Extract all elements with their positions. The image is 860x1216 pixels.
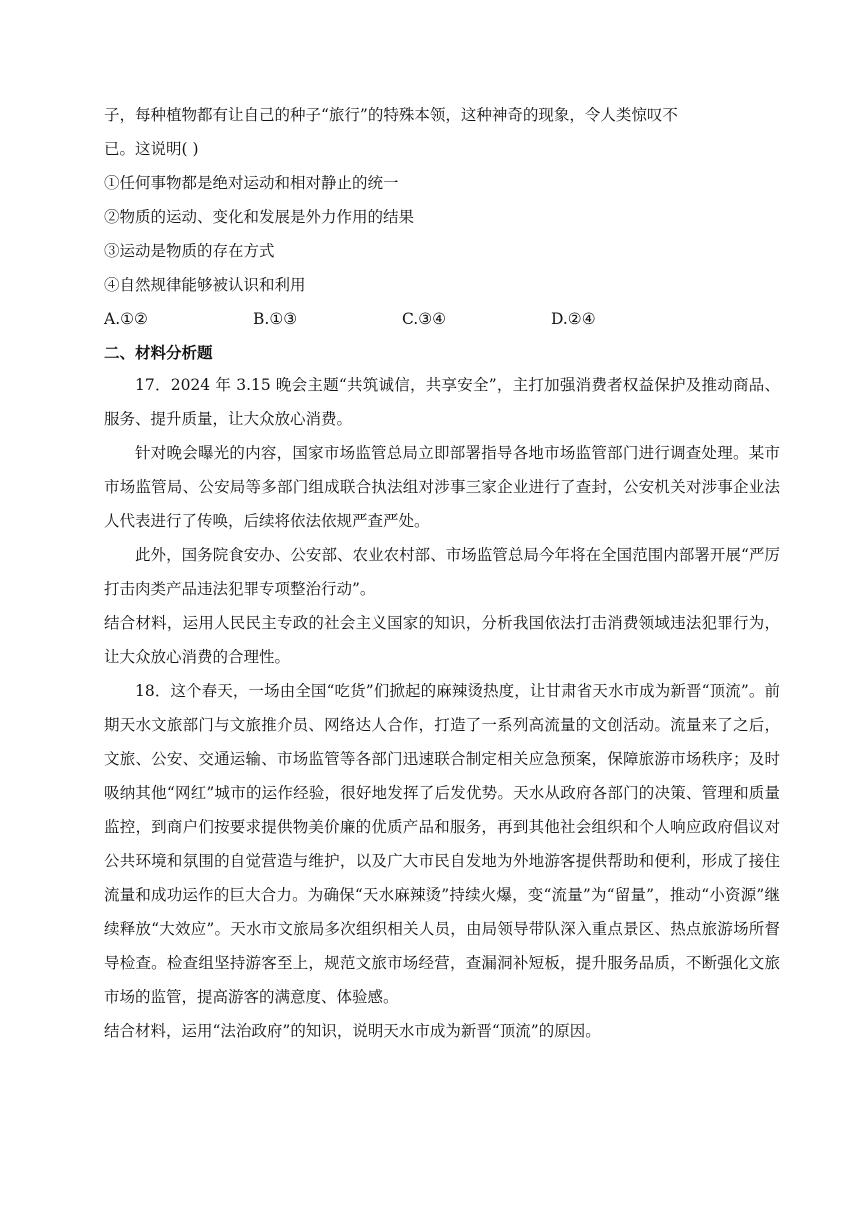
q16-item-4: ④自然规律能够被认识和利用 bbox=[104, 276, 306, 294]
q16-stem-line1: 子，每种植物都有让自己的种子“旅行”的特殊本领，这种神奇的现象，令人类惊叹不 bbox=[104, 106, 678, 124]
q16-option-d: D.②④ bbox=[551, 310, 596, 328]
q16-option-c: C.③④ bbox=[402, 310, 447, 328]
q16-options bbox=[104, 302, 780, 336]
q16-stem-line2: 已。这说明( ) bbox=[104, 140, 199, 158]
exam-page bbox=[104, 98, 780, 1048]
q17-paragraph-2: 针对晚会曝光的内容，国家市场监管总局立即部署指导各地市场监管部门进行调查处理。某市市场监管局、公安局等多部门组成联合执法组对涉事三家企业进行了查封，公安机关对涉事企业法人代表进行了传唤，后续将依法依规严查严处。 bbox=[104, 444, 780, 530]
q17-question: 结合材料，运用人民民主专政的社会主义国家的知识，分析我国依法打击消费领域违法犯罪行为，让大众放心消费的合理性。 bbox=[104, 614, 780, 666]
section-title-material-analysis: 二、材料分析题 bbox=[104, 344, 213, 362]
q16-item-2: ②物质的运动、变化和发展是外力作用的结果 bbox=[104, 208, 415, 226]
q16-item-3: ③运动是物质的存在方式 bbox=[104, 242, 275, 260]
q18-question: 结合材料，运用“法治政府”的知识，说明天水市成为新晋“顶流”的原因。 bbox=[104, 1022, 601, 1040]
q18-paragraph-1: 18．这个春天，一场由全国“吃货”们掀起的麻辣烫热度，让甘肃省天水市成为新晋“顶流”。前期天水文旅部门与文旅推介员、网络达人合作，打造了一系列高流量的文创活动。流量来了之后，文旅、公安、交通运输、市场监管等各部门迅速联合制定相关应急预案，保障旅游市场秩序；及时吸纳其他“网红”城市的运作经验，很好地发挥了后发优势。天水从政府各部门的决策、管理和质量监控，到商户们按要求提供物美价廉的优质产品和服务，再到其他社会组织和个人响应政府倡议对公共环境和氛围的自觉营造与维护，以及广大市民自发地为外地游客提供帮助和便利，形成了接住流量和成功运作的巨大合力。为确保“天水麻辣烫”持续火爆，变“流量”为“留量”，推动“小资源”继续释放“大效应”。天水市文旅局多次组织相关人员，由局领导带队深入重点景区、热点旅游场所督导检查。检查组坚持游客至上，规范文旅市场经营，查漏洞补短板，提升服务品质，不断强化文旅市场的监管，提高游客的满意度、体验感。 bbox=[104, 682, 780, 1006]
q17-paragraph-1: 17．2024 年 3.15 晚会主题“共筑诚信，共享安全”，主打加强消费者权益保护及推动商品、服务、提升质量，让大众放心消费。 bbox=[104, 376, 780, 428]
q16-option-b: B.①③ bbox=[253, 310, 298, 328]
q16-item-1: ①任何事物都是绝对运动和相对静止的统一 bbox=[104, 174, 399, 192]
q16-option-a: A.①② bbox=[104, 310, 148, 328]
q17-paragraph-3: 此外，国务院食安办、公安部、农业农村部、市场监管总局今年将在全国范围内部署开展“严厉打击肉类产品违法犯罪专项整治行动”。 bbox=[104, 546, 780, 598]
